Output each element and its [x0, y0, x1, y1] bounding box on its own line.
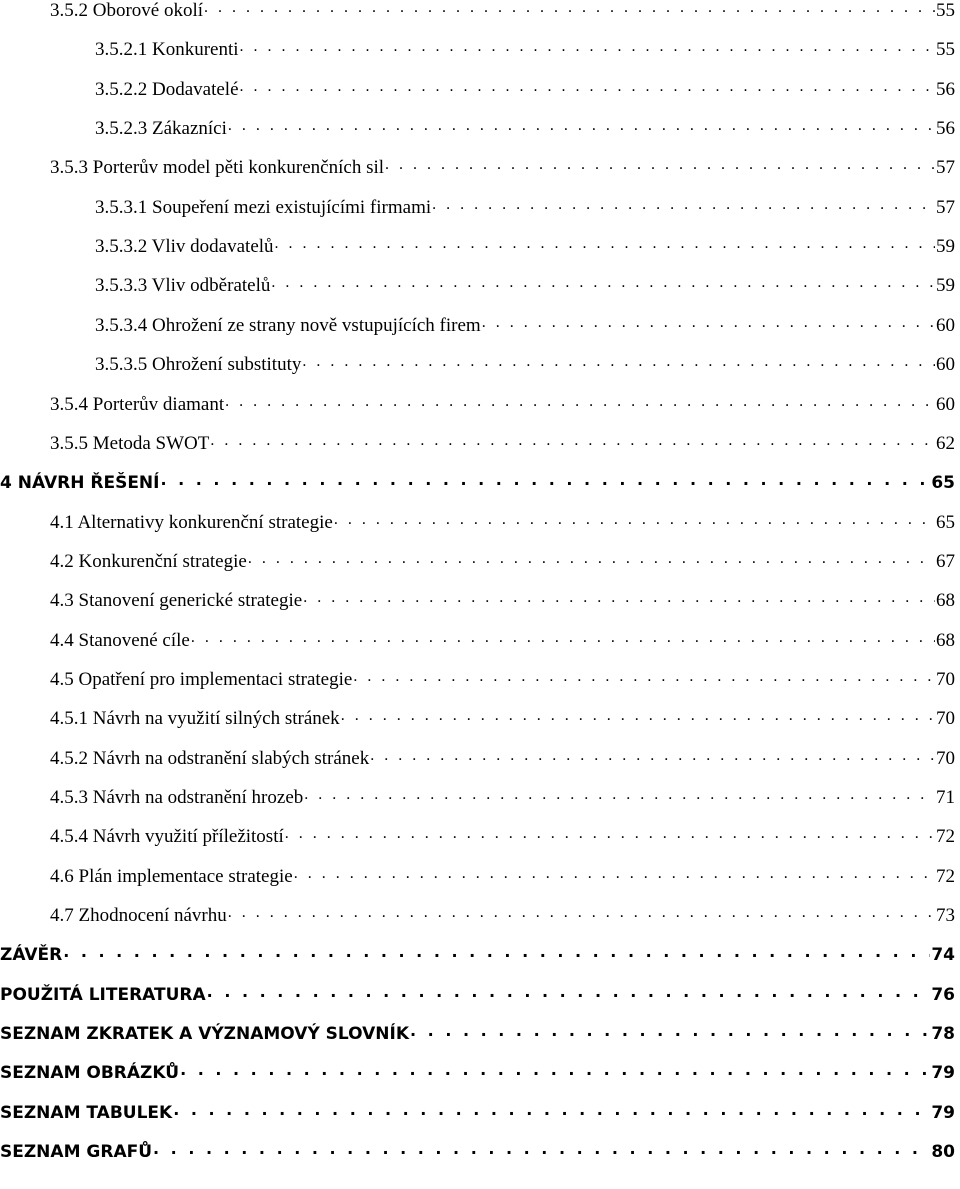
toc-dot-leader — [271, 275, 935, 297]
toc-entry-page: 72 — [936, 865, 955, 887]
toc-entry[interactable] — [50, 661, 955, 691]
toc-entry[interactable] — [50, 897, 955, 927]
toc-entry[interactable] — [50, 858, 955, 888]
toc-dot-leader — [228, 905, 935, 927]
toc-entry-page: 55 — [936, 0, 955, 21]
toc-entry[interactable] — [50, 779, 955, 809]
toc-entry-title: 3.5.2.2 Dodavatelé — [95, 78, 239, 100]
toc-dot-leader — [225, 394, 935, 416]
toc-entry-title: 4.1 Alternativy konkurenční strategie — [50, 511, 333, 533]
toc-entry-title: 3.5.4 Porterův diamant — [50, 393, 225, 415]
toc-entry[interactable] — [95, 71, 955, 101]
toc-entry[interactable] — [50, 386, 955, 416]
toc-entry-title: 4.2 Konkurenční strategie — [50, 550, 247, 572]
toc-dot-leader — [432, 197, 935, 219]
toc-entry-title: 4.5 Opatření pro implementaci strategie — [50, 668, 353, 690]
toc-entry-page: 80 — [931, 1142, 955, 1163]
toc-dot-leader — [240, 39, 935, 61]
toc-entry[interactable] — [0, 936, 955, 966]
toc-entry-title: POUŽITÁ LITERATURA — [0, 984, 206, 1005]
toc-entry-page: 68 — [936, 590, 955, 612]
toc-entry-title: 3.5.3.1 Soupeření mezi existujícími firmami — [95, 196, 432, 218]
toc-entry-title: 3.5.3.4 Ohrožení ze strany nově vstupujících firem — [95, 314, 481, 336]
toc-entry[interactable] — [95, 267, 955, 297]
toc-entry-page: 67 — [936, 550, 955, 572]
toc-dot-leader — [153, 1141, 930, 1163]
toc-entry[interactable] — [50, 425, 955, 455]
toc-entry-title: 3.5.3 Porterův model pěti konkurenčních sil — [50, 157, 385, 179]
toc-entry-page: 70 — [936, 668, 955, 690]
toc-entry-page: 60 — [936, 314, 955, 336]
toc-entry-page: 65 — [931, 473, 955, 494]
toc-dot-leader — [285, 826, 935, 848]
toc-entry-page: 60 — [936, 393, 955, 415]
toc-entry-page: 72 — [936, 826, 955, 848]
toc-entry-page: 70 — [936, 747, 955, 769]
toc-entry[interactable] — [50, 740, 955, 770]
toc-dot-leader — [303, 590, 935, 612]
toc-entry-page: 73 — [936, 905, 955, 927]
toc-entry-page: 65 — [936, 511, 955, 533]
toc-entry-title: ZÁVĚR — [0, 945, 63, 966]
toc-entry-title: 4.3 Stanovení generické strategie — [50, 590, 303, 612]
toc-entry[interactable] — [95, 228, 955, 258]
toc-entry-page: 59 — [936, 236, 955, 258]
toc-dot-leader — [370, 748, 935, 770]
toc-entry-page: 57 — [936, 196, 955, 218]
toc-entry-page: 74 — [931, 945, 955, 966]
toc-entry-title: 3.5.3.2 Vliv dodavatelů — [95, 236, 274, 258]
toc-dot-leader — [173, 1102, 930, 1124]
toc-entry[interactable] — [50, 149, 955, 179]
toc-entry[interactable] — [50, 700, 955, 730]
toc-entry-title: 3.5.2.1 Konkurenti — [95, 39, 239, 61]
toc-dot-leader — [334, 512, 935, 534]
toc-entry-page: 60 — [936, 354, 955, 376]
toc-entry[interactable] — [50, 622, 955, 652]
toc-entry[interactable] — [0, 1054, 955, 1084]
toc-dot-leader — [294, 866, 935, 888]
toc-dot-leader — [204, 0, 935, 22]
toc-dot-leader — [228, 118, 935, 140]
toc-entry-page: 79 — [931, 1102, 955, 1123]
toc-entry-page: 78 — [931, 1024, 955, 1045]
toc-entry-page: 76 — [931, 984, 955, 1005]
toc-dot-leader — [160, 472, 930, 494]
toc-entry-title: 3.5.3.3 Vliv odběratelů — [95, 275, 271, 297]
toc-entry[interactable] — [95, 189, 955, 219]
toc-entry[interactable] — [95, 307, 955, 337]
toc-dot-leader — [385, 157, 935, 179]
toc-dot-leader — [304, 787, 935, 809]
toc-entry-title: 4.5.1 Návrh na využití silných stránek — [50, 708, 340, 730]
toc-dot-leader — [410, 1023, 930, 1045]
toc-entry-page: 56 — [936, 118, 955, 140]
toc-entry-page: 57 — [936, 157, 955, 179]
toc-entry-title: SEZNAM OBRÁZKŮ — [0, 1063, 180, 1084]
toc-dot-leader — [191, 630, 935, 652]
toc-entry-title: 3.5.2 Oborové okolí — [50, 0, 204, 21]
toc-dot-leader — [207, 984, 931, 1006]
toc-dot-leader — [240, 79, 935, 101]
toc-entry-title: 4 NÁVRH ŘEŠENÍ — [0, 473, 160, 494]
toc-entry-page: 79 — [931, 1063, 955, 1084]
toc-entry-title: 3.5.3.5 Ohrožení substituty — [95, 354, 302, 376]
toc-dot-leader — [302, 354, 935, 376]
toc-entry-page: 62 — [936, 432, 955, 454]
toc-dot-leader — [353, 669, 935, 691]
toc-dot-leader — [341, 708, 935, 730]
toc-entry[interactable] — [50, 504, 955, 534]
toc-entry-page: 70 — [936, 708, 955, 730]
toc-entry-title: 4.6 Plán implementace strategie — [50, 865, 293, 887]
toc-dot-leader — [275, 236, 935, 258]
toc-entry[interactable] — [0, 464, 955, 494]
toc-entry[interactable] — [50, 818, 955, 848]
toc-entry[interactable] — [50, 0, 955, 22]
toc-dot-leader — [210, 433, 935, 455]
toc-entry-page: 71 — [936, 787, 955, 808]
toc-entry[interactable] — [0, 976, 955, 1006]
toc-entry-page: 56 — [936, 78, 955, 100]
toc-entry-title: SEZNAM ZKRATEK A VÝZNAMOVÝ SLOVNÍK — [0, 1024, 410, 1045]
toc-entry[interactable] — [95, 110, 955, 140]
toc-entry[interactable] — [0, 1094, 955, 1124]
toc-entry-page: 55 — [936, 39, 955, 61]
toc-entry-title: 4.5.3 Návrh na odstranění hrozeb — [50, 787, 304, 808]
toc-entry-title: 3.5.5 Metoda SWOT — [50, 432, 210, 454]
toc-entry-title: 4.4 Stanovené cíle — [50, 629, 190, 651]
toc-entry-title: SEZNAM TABULEK — [0, 1102, 173, 1123]
toc-dot-leader — [63, 944, 930, 966]
toc-entry-title: 4.5.2 Návrh na odstranění slabých stránek — [50, 747, 370, 769]
toc-entry[interactable] — [50, 582, 955, 612]
toc-entry-title: 4.7 Zhodnocení návrhu — [50, 905, 227, 927]
toc-entry-page: 68 — [936, 629, 955, 651]
toc-entry-title: 4.5.4 Návrh využití příležitostí — [50, 826, 284, 848]
toc-entry[interactable] — [0, 1015, 955, 1045]
toc-entry-title: SEZNAM GRAFŮ — [0, 1142, 153, 1163]
toc-dot-leader — [248, 551, 935, 573]
toc-entry[interactable] — [95, 346, 955, 376]
toc-entry-page: 59 — [936, 275, 955, 297]
toc-dot-leader — [180, 1062, 930, 1084]
toc-entry-title: 3.5.2.3 Zákazníci — [95, 118, 227, 140]
toc-entry[interactable] — [50, 543, 955, 573]
toc-entry[interactable] — [95, 31, 955, 61]
toc-entry[interactable] — [0, 1133, 955, 1163]
toc-dot-leader — [482, 315, 935, 337]
